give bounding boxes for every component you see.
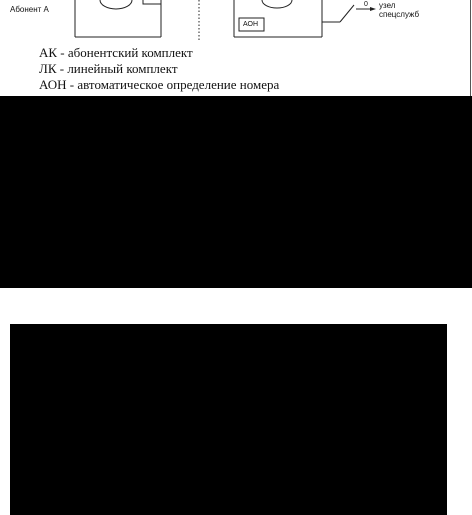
subscriber-a-label: Абонент А (10, 5, 49, 14)
circuit-diagram (0, 0, 472, 40)
switch-output-label: 0 (364, 1, 368, 8)
special-node-label-line2: спецслужб (379, 10, 420, 19)
aon-box-label: АОН (243, 21, 259, 28)
redacted-region-top (0, 96, 472, 288)
legend-item-ak: АК - абонентский комплект (39, 45, 193, 60)
special-node-label-line1: узел (379, 1, 396, 10)
right-unit-circle (262, 0, 292, 8)
diagram-graphics (0, 0, 472, 40)
legend-item-aon: АОН - автоматическое определение номера (39, 77, 280, 92)
abbreviation-legend (39, 45, 459, 93)
left-unit-circle (100, 0, 132, 9)
left-unit-notch (143, 0, 161, 4)
legend-item-lk: ЛК - линейный комплект (39, 61, 178, 76)
arrow-head (370, 7, 376, 11)
redacted-region-bottom (10, 324, 447, 515)
page-right-border (470, 0, 471, 96)
switch-contact (340, 5, 354, 22)
